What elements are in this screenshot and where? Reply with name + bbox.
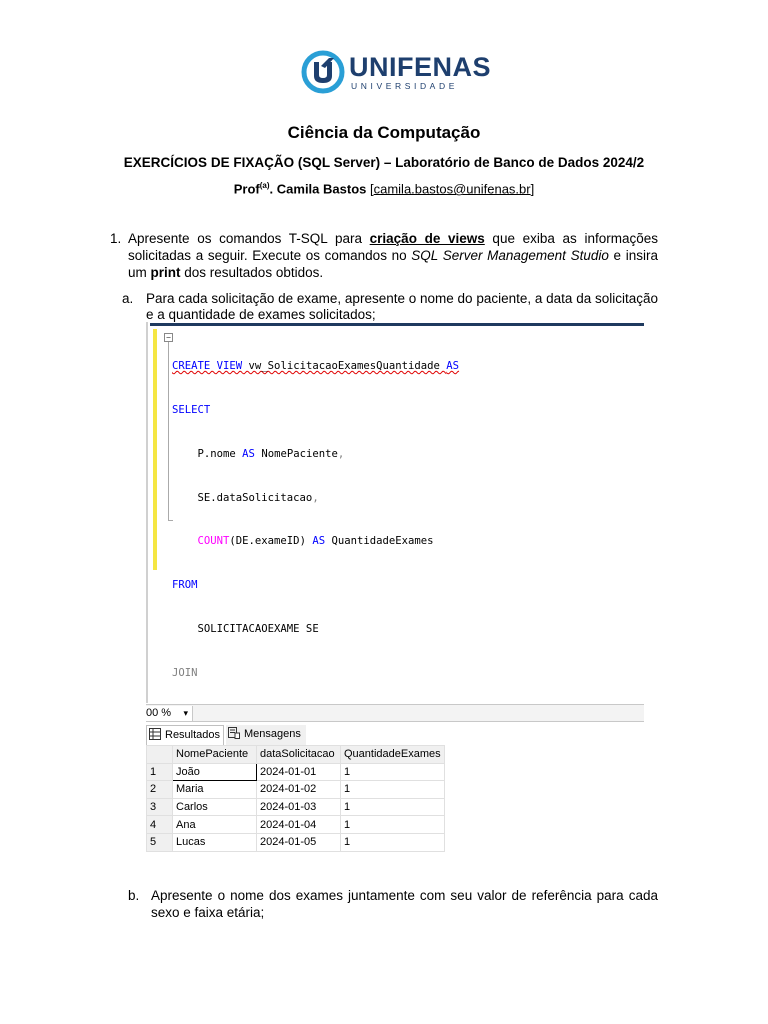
tab-messages-label: Mensagens	[244, 728, 301, 740]
unifenas-emblem-icon	[301, 50, 345, 94]
prof-prefix: Prof	[233, 181, 260, 197]
table-cell[interactable]: João	[173, 763, 257, 781]
prof-sup: (a)	[259, 181, 270, 190]
code-function: COUNT	[172, 535, 230, 548]
table-row	[147, 816, 445, 834]
table-cell[interactable]: 2024-01-02	[257, 781, 341, 799]
code-line: JOIN	[172, 666, 198, 679]
results-grid[interactable]	[146, 745, 445, 852]
kw-as: AS	[446, 360, 460, 373]
q1-text-print: print	[150, 265, 181, 280]
table-cell[interactable]: 2024-01-01	[257, 763, 341, 781]
messages-icon	[228, 727, 240, 739]
table-row	[147, 763, 445, 781]
column-header[interactable]: NomePaciente	[173, 746, 257, 764]
item-text: Para cada solicitação de exame, apresente o nome do paciente, a data da solicitação e a quantidade de exames solicitados;	[146, 291, 658, 322]
table-cell[interactable]: Ana	[173, 816, 257, 834]
question-text	[128, 230, 658, 281]
view-name: vw_SolicitacaoExamesQuantidade	[242, 360, 447, 373]
grid-corner	[147, 746, 173, 764]
table-row	[147, 833, 445, 851]
question-1	[110, 230, 658, 281]
row-number[interactable]: 4	[147, 816, 173, 834]
code-line	[172, 359, 593, 374]
professor-line	[0, 181, 768, 196]
row-number[interactable]: 5	[147, 833, 173, 851]
code-token: QuantidadeExames	[325, 535, 434, 548]
row-number[interactable]: 3	[147, 798, 173, 816]
row-number[interactable]: 2	[147, 781, 173, 799]
email-link[interactable]: camila.bastos@unifenas.br	[373, 181, 531, 197]
table-cell[interactable]: 1	[341, 816, 445, 834]
table-cell[interactable]: 1	[341, 798, 445, 816]
code-keyword: AS	[242, 447, 255, 460]
email-open: [	[366, 181, 374, 197]
item-b	[128, 887, 658, 921]
sql-editor[interactable]	[146, 322, 644, 703]
chevron-down-icon: ▾	[183, 708, 188, 718]
table-cell[interactable]: Carlos	[173, 798, 257, 816]
zoom-value: 00 %	[146, 707, 172, 719]
grid-icon	[149, 728, 161, 740]
q1-text-views: criação de views	[369, 231, 485, 246]
item-text: Apresente o nome dos exames juntamente com seu valor de referência para cada sexo e faixa etária;	[151, 888, 658, 920]
q1-text-1: Apresente os comandos T-SQL para	[128, 231, 370, 246]
table-cell[interactable]: 2024-01-05	[257, 833, 341, 851]
table-cell[interactable]: 1	[341, 763, 445, 781]
zoom-bar	[146, 704, 644, 722]
table-cell[interactable]: 1	[341, 833, 445, 851]
q1-text-5: e insira um	[128, 248, 658, 280]
results-tabs	[146, 723, 644, 745]
table-cell[interactable]: 2024-01-04	[257, 816, 341, 834]
kw-create-view: CREATE VIEW	[172, 360, 243, 373]
code-token: P.nome	[172, 447, 243, 460]
table-cell[interactable]: Maria	[173, 781, 257, 799]
table-row	[147, 798, 445, 816]
page-subtitle: EXERCÍCIOS DE FIXAÇÃO (SQL Server) – Laboratório de Banco de Dados 2024/2	[123, 155, 645, 170]
code-line: FROM	[172, 579, 198, 592]
unifenas-logo	[301, 50, 492, 94]
code-line	[172, 534, 593, 549]
code-token: SE.dataSolicitacao	[172, 491, 313, 504]
code-punct: ,	[337, 447, 345, 460]
table-row	[147, 781, 445, 799]
question-number: 1.	[110, 231, 122, 246]
code-line: SOLICITACAOEXAME SE	[172, 622, 319, 635]
zoom-select[interactable]	[146, 706, 193, 721]
item-letter: b.	[128, 888, 140, 903]
collapse-icon[interactable]: −	[164, 333, 173, 342]
column-header[interactable]: QuantidadeExames	[341, 746, 445, 764]
tab-results-label: Resultados	[165, 729, 221, 741]
table-cell[interactable]: 1	[341, 781, 445, 799]
logo-subtitle: UNIVERSIDADE	[351, 81, 458, 91]
item-letter: a.	[122, 291, 134, 306]
column-header[interactable]: dataSolicitacao	[257, 746, 341, 764]
change-tracking-bar	[153, 329, 157, 570]
page-title: Ciência da Computação	[287, 123, 481, 142]
table-cell[interactable]: 2024-01-03	[257, 798, 341, 816]
item-a	[122, 291, 658, 323]
row-number[interactable]: 1	[147, 763, 173, 781]
code-token: (DE.exameID)	[229, 535, 313, 548]
q1-text-3: que exiba as informações solicitadas a seguir. Execute os comandos no	[128, 231, 658, 263]
code-token: NomePaciente	[254, 447, 338, 460]
editor-left-border	[146, 322, 148, 703]
q1-text-ssms: SQL Server Management Studio	[411, 248, 609, 263]
fold-guide	[168, 342, 169, 520]
code-keyword: AS	[312, 535, 326, 548]
prof-name: . Camila Bastos	[269, 181, 367, 197]
code-content	[172, 330, 593, 703]
tab-results[interactable]	[146, 725, 224, 745]
code-line: SELECT	[172, 403, 211, 416]
logo-name: UNIFENAS	[349, 52, 492, 82]
code-punct: ,	[312, 491, 319, 504]
q1-text-7: dos resultados obtidos.	[180, 265, 324, 280]
editor-top-border	[150, 323, 644, 326]
grid-header-row	[147, 746, 445, 764]
code-line	[172, 447, 593, 462]
tab-messages[interactable]	[226, 725, 306, 745]
code-line	[172, 491, 593, 506]
email-close: ]	[530, 181, 535, 197]
table-cell[interactable]: Lucas	[173, 833, 257, 851]
